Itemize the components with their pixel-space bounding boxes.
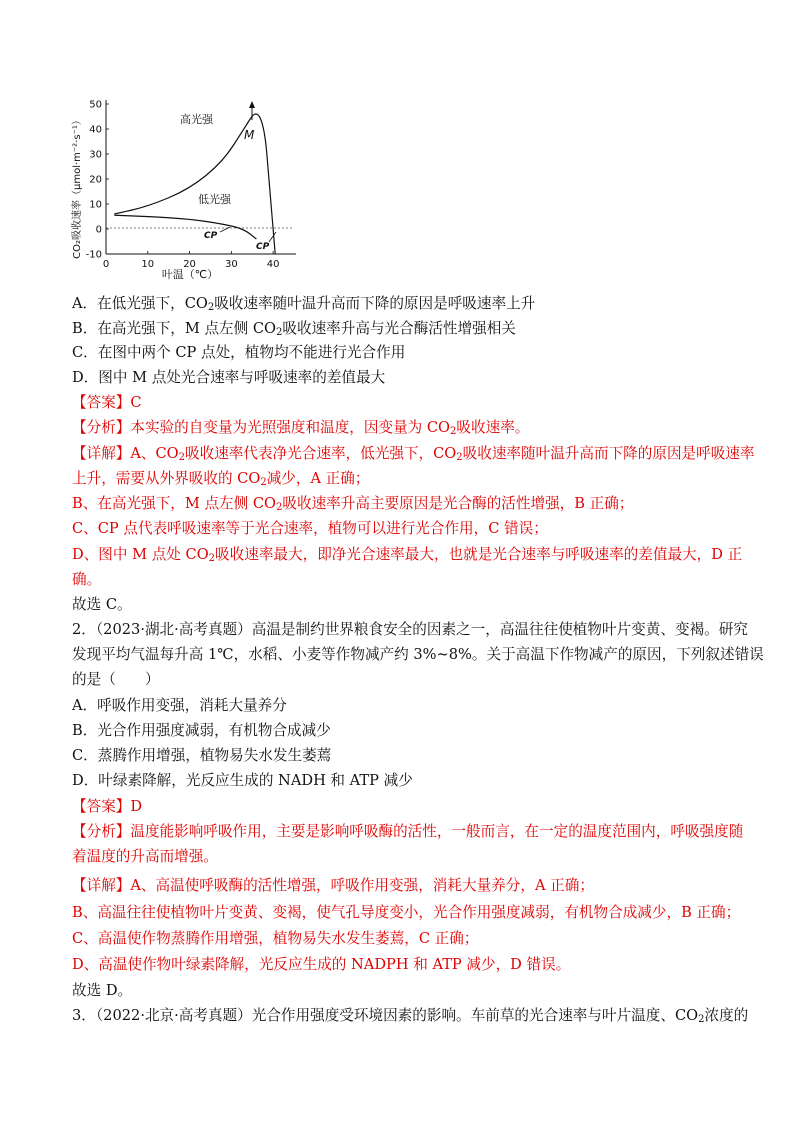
cp-arrow-low — [220, 227, 230, 232]
q2-analysis-1: 【分析】温度能影响呼吸作用，主要是影响呼吸酶的活性，一般而言，在一定的温度范围内，呼吸强度随 — [72, 823, 744, 840]
cp-label-high: CP — [256, 242, 270, 252]
q2-detail-3: C、高温使作物蒸腾作用增强，植物易失水发生萎蔫，C 正确； — [72, 930, 479, 947]
y-tick-label: 50 — [89, 99, 102, 111]
low-light-label: 低光强 — [198, 193, 231, 206]
q2-answer: 【答案】D — [72, 798, 143, 815]
high-light-label: 高光强 — [180, 113, 213, 126]
q1-detail-2: 上升，需要从外界吸收的 $CO_2$减少，A 正确； — [72, 470, 370, 488]
x-tick-label: 0 — [102, 259, 110, 270]
y-ticks — [86, 100, 109, 261]
q2-detail-2: B、高温往往使植物叶片变黄、变褐，使气孔导度变小，光合作用强度减弱，有机物合成减少，B 正确； — [72, 904, 741, 921]
y-tick-label: 20 — [89, 174, 102, 186]
q1-option-c: C．在图中两个 CP 点处，植物均不能进行光合作用 — [72, 344, 406, 361]
q2-stem-2: 发现平均气温每升高 1℃，水稻、小麦等作物减产约 3%~8%。关于高温下作物减产的原因，下列叙述错误 — [72, 646, 764, 663]
q1-detail-5: D、图中 M 点处 $CO_2$吸收速率最大，即净光合速率最大，也就是光合速率与呼吸速率的差值最大，D 正 — [72, 546, 743, 564]
q1-answer: 【答案】C — [72, 394, 142, 411]
x-tick-label: 10 — [141, 259, 155, 270]
q1-detail-3: B、在高光强下，M 点左侧 $CO_2$吸收速率升高主要原因是光合酶的活性增强，B 正确； — [72, 495, 634, 513]
q1-detail-4: C、CP 点代表呼吸速率等于光合速率，植物可以进行光合作用，C 错误； — [72, 520, 548, 537]
y-tick-label: 40 — [89, 124, 102, 136]
q1-option-b: B．在高光强下，M 点左侧 $CO_2$吸收速率升高与光合酶活性增强相关 — [72, 320, 516, 338]
q2-analysis-2: 着温度的升高而增强。 — [72, 848, 218, 865]
y-tick-label: -10 — [85, 249, 102, 261]
q1-analysis: 【分析】本实验的自变量为光照强度和温度，因变量为 $CO_2$吸收速率。 — [72, 419, 530, 437]
q2-conclusion: 故选 D。 — [72, 982, 133, 999]
x-tick-label: 40 — [266, 259, 280, 270]
q1-option-d: D．图中 M 点处光合速率与呼吸速率的差值最大 — [72, 369, 386, 386]
x-tick-label: 30 — [224, 259, 238, 270]
low-light-curve — [114, 215, 256, 239]
q2-option-c: C．蒸腾作用增强，植物易失水发生萎蔫 — [72, 747, 332, 764]
y-tick-label: 10 — [89, 199, 102, 211]
q1-detail-1: 【详解】A、$CO_2$吸收速率代表净光合速率，低光强下，$CO_2$吸收速率随叶温升高而下降的原因是呼吸速率 — [72, 445, 755, 463]
y-tick-label: 30 — [89, 149, 102, 161]
q1-detail-6: 确。 — [72, 571, 102, 588]
q2-stem-1: 2．（2023·湖北·高考真题）高温是制约世界粮食安全的因素之一，高温往往使植物叶片变黄、变褐。研究 — [72, 621, 748, 638]
q1-option-a: A．在低光强下，$CO_2$吸收速率随叶温升高而下降的原因是呼吸速率上升 — [72, 295, 536, 313]
x-axis-label: 叶温（℃） — [161, 268, 219, 281]
q3-stem-1: 3．（2022·北京·高考真题）光合作用强度受环境因素的影响。车前草的光合速率与叶片温度、$CO_2$浓度的 — [72, 1007, 749, 1025]
cp-arrow-high — [269, 232, 276, 242]
q2-option-d: D．叶绿素降解，光反应生成的 NADH 和 ATP 减少 — [72, 772, 413, 789]
y-axis-label: CO₂吸收速率（μmol·m⁻²·s⁻¹） — [72, 115, 83, 259]
q2-option-a: A．呼吸作用变强，消耗大量养分 — [72, 697, 287, 714]
q1-conclusion: 故选 C。 — [72, 596, 132, 613]
m-point-label: M — [244, 128, 255, 142]
q2-detail-1: 【详解】A、高温使呼吸酶的活性增强，呼吸作用变强，消耗大量养分，A 正确； — [72, 877, 594, 894]
co2-absorption-chart — [68, 92, 308, 282]
x-tick-label: 20 — [183, 259, 196, 270]
m-arrow-head — [249, 101, 255, 108]
cp-label-low: CP — [204, 231, 218, 241]
y-tick-label: 0 — [95, 224, 102, 236]
q2-option-b: B．光合作用强度减弱，有机物合成减少 — [72, 722, 331, 739]
q2-detail-4: D、高温使作物叶绿素降解，光反应生成的 NADPH 和 ATP 减少，D 错误。 — [72, 956, 571, 973]
q2-stem-3: 的是（ ） — [72, 671, 160, 688]
